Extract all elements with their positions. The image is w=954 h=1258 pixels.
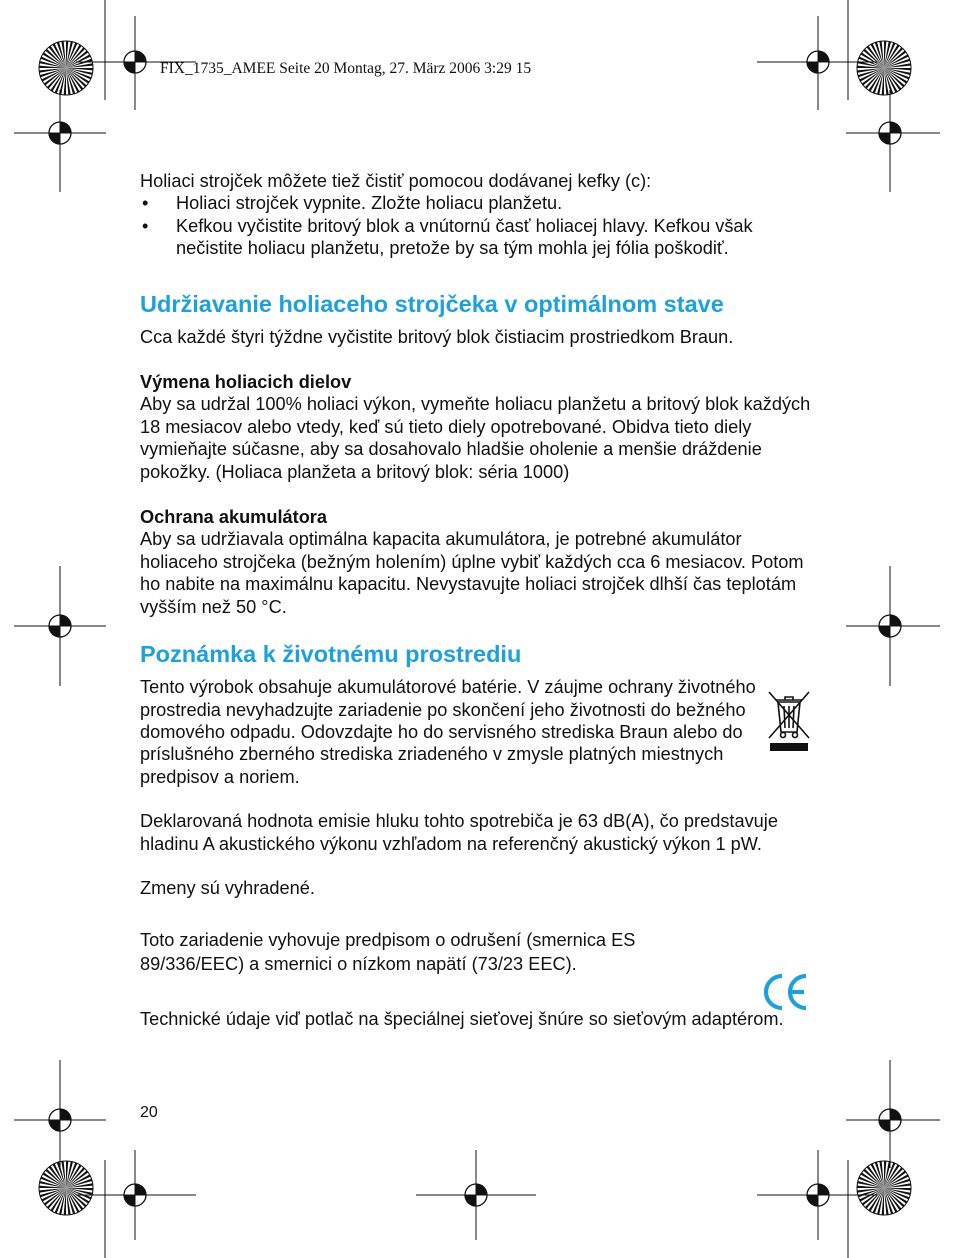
crossed-bin-icon xyxy=(766,688,812,754)
print-slug: FIX_1735_AMEE Seite 20 Montag, 27. März 2006 3:29 15 xyxy=(160,60,532,77)
starburst-target-icon xyxy=(857,1161,911,1215)
section-title-environment: Poznámka k životnému prostrediu xyxy=(140,641,522,668)
technical-text: Technické údaje viď potlač na špeciálnej sieťovej šnúre so sieťovým adaptérom. xyxy=(140,1009,784,1030)
list-item: • Kefkou vyčistite britový blok a vnútornú časť holiacej hlavy. Kefkou však nečistite holiacu planžetu, pretože by sa tým mohla jej fólia poškodiť. xyxy=(142,215,753,259)
environment-text: Tento výrobok obsahuje akumulátorové batérie. V záujme ochrany životného prostredia nevyhadzujte zariadenie po skončení jeho životnosti do bežného domového odpadu. Odovzdajte ho do servisného strediska Braun alebo do príslušného zberného strediska zriadeného v zmysle platných miestnych predpisov a noriem. xyxy=(140,677,756,787)
subheading-replacement: Výmena holiacich dielov xyxy=(140,372,352,393)
maintenance-text: Cca každé štyri týždne vyčistite britový blok čistiacim prostriedkom Braun. xyxy=(140,326,734,347)
noise-text: Deklarovaná hodnota emisie hluku tohto spotrebiča je 63 dB(A), čo predstavuje hladinu A akustického výkonu vzhľadom na referenčný akustický výkon 1 pW. xyxy=(140,811,778,854)
intro-bullets xyxy=(140,192,812,259)
page-number: 20 xyxy=(140,1104,158,1121)
starburst-target-icon xyxy=(857,41,911,95)
section-title-maintenance: Udržiavanie holiaceho strojčeka v optimálnom stave xyxy=(140,290,724,317)
subheading-battery: Ochrana akumulátora xyxy=(140,507,327,528)
bullet-icon: • xyxy=(142,193,149,214)
directive-text: Toto zariadenie vyhovuje predpisom o odrušení (smernica ES 89/336/EEC) a smernici o nízkom napätí (73/23 EEC). xyxy=(140,930,636,974)
list-item: • Holiaci strojček vypnite. Zložte holiacu planžetu. xyxy=(142,193,563,214)
page-content xyxy=(140,170,812,1031)
changes-text: Zmeny sú vyhradené. xyxy=(140,877,315,898)
intro-text: Holiaci strojček môžete tiež čistiť pomocou dodávanej kefky (c): xyxy=(140,171,652,191)
starburst-target-icon xyxy=(39,1161,93,1215)
starburst-target-icon xyxy=(39,41,93,95)
ce-mark-icon xyxy=(760,970,810,1014)
replacement-text: Aby sa udržal 100% holiaci výkon, vymeňte holiacu planžetu a britový blok každých 18 mesiacov alebo vtedy, keď sú tieto diely opotrebované. Obidva tieto diely vymieňajte súčasne, aby sa dosahovalo hladšie oholenie a menšie dráždenie pokožky. (Holiaca planžeta a britový blok: séria 1000) xyxy=(140,394,811,482)
battery-text: Aby sa udržiavala optimálna kapacita akumulátora, je potrebné akumulátor holiaceho strojčeka (bežným holením) úplne vybiť každých cca 6 mesiacov. Potom ho nabite na maximálnu kapacitu. Nevystavujte holiaci strojček dlhší čas teplotám vyšším než 50 °C. xyxy=(140,529,804,617)
bullet-icon: • xyxy=(142,215,149,236)
